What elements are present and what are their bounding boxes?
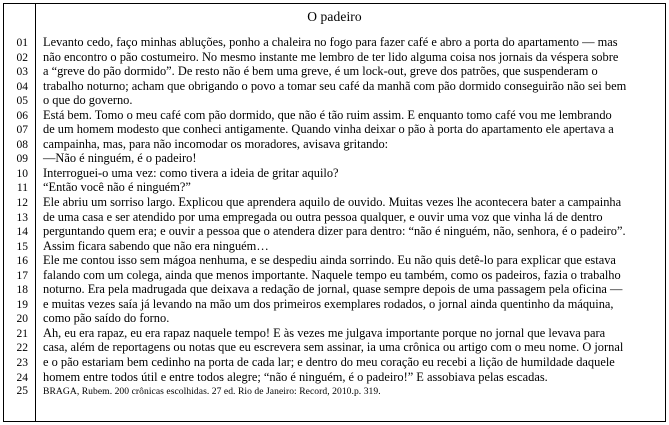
line-number: 25 [16, 385, 28, 398]
line-text: Interroguei-o uma vez: como tivera a ideia de gritar aquilo? [43, 165, 339, 180]
line-text: Ele abriu um sorriso largo. Explicou que aprendera aquilo de ouvido. Muitas vezes lhe acontecera bater a campainha [43, 195, 622, 210]
line-number: 16 [16, 255, 28, 268]
line-text: Ah, eu era rapaz, eu era rapaz naquele tempo! E às vezes me julgava importante porque no jornal que levava para [43, 325, 606, 340]
text-line [4, 253, 665, 268]
page-title: O padeiro [307, 8, 362, 24]
line-text: Assim ficara sabendo que não era ninguém… [43, 238, 269, 253]
text-line [4, 268, 665, 283]
line-text: o que do governo. [43, 93, 133, 108]
text-line [4, 370, 665, 385]
text-line [4, 239, 665, 254]
line-text: de um homem modesto que conheci antigamente. Quando vinha deixar o pão à porta do apartamento ele apertava a [43, 122, 614, 137]
text-line [4, 151, 665, 166]
line-number: 04 [16, 80, 28, 93]
line-number: 22 [16, 342, 28, 355]
line-text: como pão saído do forno. [43, 311, 170, 326]
text-line [4, 122, 665, 137]
line-number: 12 [16, 197, 28, 210]
text-line [4, 64, 665, 79]
line-text: noturno. Era pela madrugada que deixava a redação de jornal, quase sempre depois de uma passagem pela oficina — [43, 282, 623, 297]
line-number: 23 [16, 357, 28, 370]
title-row [4, 4, 665, 29]
line-number: 20 [16, 313, 28, 326]
line-text: Ele me contou isso sem mágoa nenhuma, e se despediu ainda sorrindo. Eu não quis detê-lo para explicar que estava [43, 253, 616, 268]
line-text: perguntando quem era; e ouvir a pessoa que o atendera dizer para dentro: “não é ninguém, não, senhora, é o padeiro”. [43, 224, 626, 239]
line-text: homem entre todos útil e entre todos alegre; “não é ninguém, é o padeiro!” E assobiava pelas escadas. [43, 369, 548, 384]
text-line [4, 79, 665, 94]
line-text: Está bem. Tomo o meu café com pão dormido, que não é tão ruim assim. E enquanto tomo café vou me lembrando [43, 107, 612, 122]
line-number: 06 [16, 109, 28, 122]
line-number: 07 [16, 124, 28, 137]
line-text: trabalho noturno; acham que obrigando o povo a tomar seu café da manhã com pão dormido conseguirão não sei bem [43, 78, 627, 93]
text-line [4, 224, 665, 239]
text-line [4, 35, 665, 50]
line-number: 24 [16, 371, 28, 384]
text-line [4, 195, 665, 210]
line-number: 08 [16, 138, 28, 151]
text-line [4, 166, 665, 181]
line-number: 03 [16, 66, 28, 79]
line-number: 11 [16, 182, 28, 195]
line-number: 14 [16, 226, 28, 239]
line-text: Levanto cedo, faço minhas abluções, ponho a chaleira no fogo para fazer café e abro a porta do apartamento — mas [43, 35, 618, 49]
text-line [4, 311, 665, 326]
source-line [4, 384, 665, 399]
text-body [4, 29, 665, 421]
line-number: 19 [16, 298, 28, 311]
line-number: 13 [16, 211, 28, 224]
line-number: 05 [16, 95, 28, 108]
line-text: de uma casa e ser atendido por uma empregada ou outra pessoa qualquer, e ouvir uma voz que vinha lá de dentro [43, 209, 603, 224]
line-number: 10 [16, 167, 28, 180]
line-number: 18 [16, 284, 28, 297]
line-text: e muitas vezes saía já levando na mão um dos primeiros exemplares rodados, o jornal ainda quentinho da máquina, [43, 296, 614, 311]
text-line [4, 108, 665, 123]
line-number: 21 [16, 327, 28, 340]
line-text: casa, além de reportagens ou notas que eu escrevera sem assinar, ia uma crônica ou artigo com o meu nome. O jornal [43, 340, 624, 355]
line-text: —Não é ninguém, é o padeiro! [43, 151, 197, 166]
line-number: 09 [16, 153, 28, 166]
line-number: 15 [16, 240, 28, 253]
line-number: 01 [16, 37, 28, 49]
line-text: falando com um colega, ainda que menos importante. Naquele tempo eu também, como os padeiros, fazia o trabalho [43, 267, 621, 282]
text-line [4, 93, 665, 108]
text-line [4, 210, 665, 225]
text-box-frame [3, 3, 666, 422]
line-number: 17 [16, 269, 28, 282]
line-text: e o pão estariam bem cedinho na porta de cada lar; e dentro do meu coração eu recebi a lição de humildade daquele [43, 355, 615, 370]
line-text: “Então você não é ninguém?” [43, 180, 191, 195]
text-line [4, 180, 665, 195]
line-text: a “greve do pão dormido”. De resto não é bem uma greve, é um lock-out, greve dos patrões, que suspenderam o [43, 64, 598, 79]
text-line [4, 326, 665, 341]
source-citation: BRAGA, Rubem. 200 crônicas escolhidas. 27 ed. Rio de Janeiro: Record, 2010.p. 319. [43, 386, 381, 398]
text-line [4, 297, 665, 312]
line-text: campainha, mas, para não incomodar os moradores, avisava gritando: [43, 136, 389, 151]
text-line [4, 355, 665, 370]
text-line [4, 50, 665, 65]
text-line [4, 340, 665, 355]
line-text: não encontro o pão costumeiro. No mesmo instante me lembro de ter lido alguma coisa nos jornais da véspera sobre [43, 49, 619, 64]
text-line [4, 282, 665, 297]
line-number: 02 [16, 51, 28, 64]
text-line [4, 137, 665, 152]
